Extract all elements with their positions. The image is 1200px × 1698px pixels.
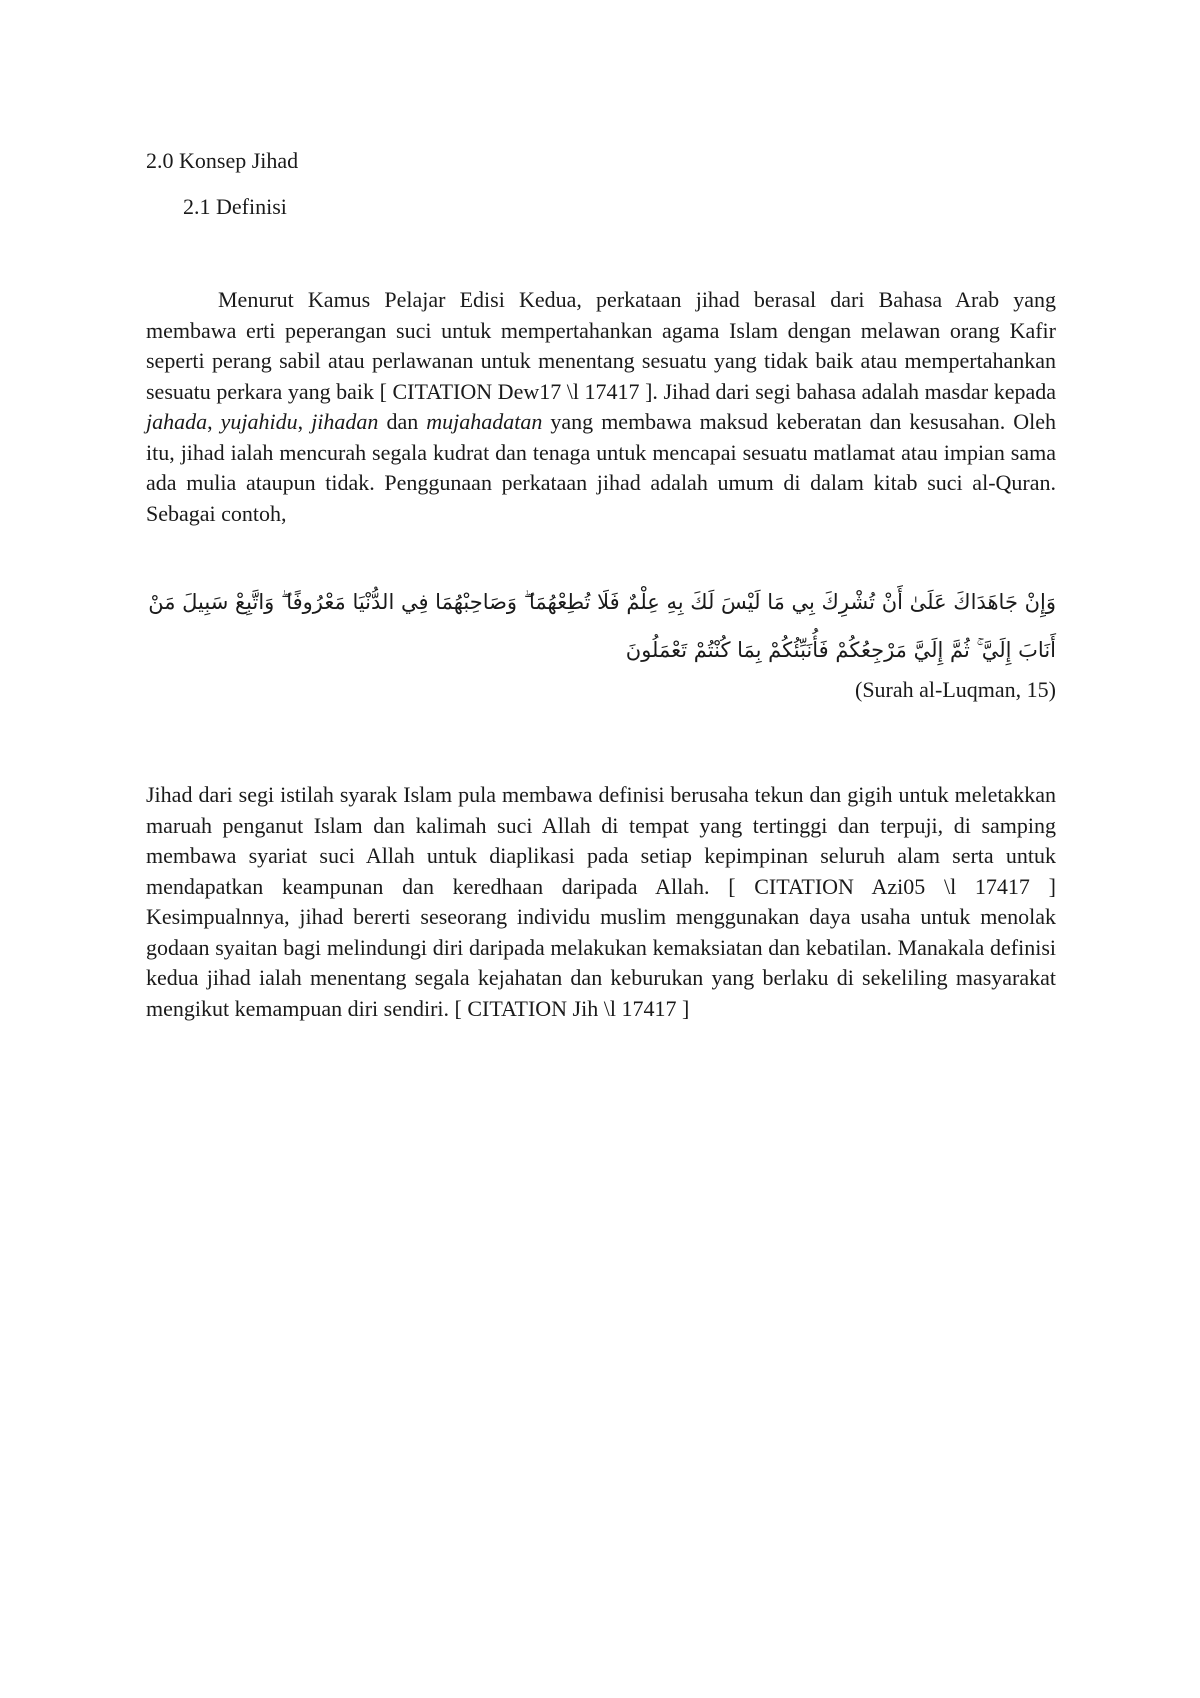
paragraph1-text-a: Menurut Kamus Pelajar Edisi Kedua, perkataan jihad berasal dari Bahasa Arab yang membawa erti peperangan suci untuk mempertahankan agama Islam dengan melawan orang Kafir seperti perang sabil atau perlawanan untuk menentang sesuatu yang tidak baik atau mempertahankan sesuatu perkara yang baik [ CITATION Dew17 \l 17417 ]. Jihad dari segi bahasa adalah masdar kepada [146,287,1056,404]
term-yujahidu: yujahidu [220,409,298,434]
paragraph-definition-language: Menurut Kamus Pelajar Edisi Kedua, perkataan jihad berasal dari Bahasa Arab yang membawa erti peperangan suci untuk mempertahankan agama Islam dengan melawan orang Kafir seperti perang sabil atau perlawanan untuk menentang sesuatu yang tidak baik atau mempertahankan sesuatu perkara yang baik [ CITATION Dew17 \l 17417 ]. Jihad dari segi bahasa adalah masdar kepada jahada, yujahidu, jihadan dan mujahadatan yang membawa maksud keberatan dan kesusahan. Oleh itu, jihad ialah mencurah segala kudrat dan tenaga untuk mencapai sesuatu matlamat atau impian sama ada mulia ataupun tidak. Penggunaan perkataan jihad adalah umum di dalam kitab suci al-Quran. Sebagai contoh, [146,287,1057,526]
section-heading: 2.0 Konsep Jihad [146,148,299,173]
conjunction-dan: dan [386,409,419,434]
verse-reference: (Surah al-Luqman, 15) [855,677,1056,702]
subsection-heading: 2.1 Definisi [183,194,287,219]
paragraph1-text-b: yang membawa maksud keberatan dan kesusahan. Oleh itu, jihad ialah mencurah segala kudrat dan tenaga untuk mencapai sesuatu matlamat atau impian sama ada mulia ataupun tidak. Penggunaan perkataan jihad adalah umum di dalam kitab suci al-Quran. Sebagai contoh, [146,409,1057,526]
quran-verse: وَإِنْ جَاهَدَاكَ عَلَىٰ أَنْ تُشْرِكَ بِي مَا لَيْسَ لَكَ بِهِ عِلْمٌ فَلَا تُطِعْهُمَا ۖ وَصَاحِبْهُمَا فِي الدُّنْيَا مَعْرُوفًا ۖ وَاتَّبِعْ سَبِيلَ مَنْ أَنَابَ إِلَيَّ ۚ ثُمَّ إِلَيَّ مَرْجِعُكُمْ فَأُنَبِّئُكُمْ بِمَا كُنْتُمْ تَعْمَلُونَ [148,590,1056,662]
paragraph-definition-syarak: Jihad dari segi istilah syarak Islam pula membawa definisi berusaha tekun dan gigih untuk meletakkan maruah penganut Islam dan kalimah suci Allah di tempat yang tertinggi dan terpuji, di samping membawa syariat suci Allah untuk diaplikasi pada setiap kepimpinan seluruh alam serta untuk mendapatkan keampunan dan keredhaan daripada Allah. [ CITATION Azi05 \l 17417 ] Kesimpualnnya, jihad bererti seseorang individu muslim menggunakan daya usaha untuk menolak godaan syaitan bagi melindungi diri daripada melakukan kemaksiatan dan kebatilan. Manakala definisi kedua jihad ialah menentang segala kejahatan dan keburukan yang berlaku di sekeliling masyarakat mengikut kemampuan diri sendiri. [ CITATION Jih \l 17417 ] [146,782,1056,1021]
term-jihadan: jihadan [311,409,379,434]
term-mujahadatan: mujahadatan [426,409,543,434]
term-jahada: jahada [146,409,208,434]
